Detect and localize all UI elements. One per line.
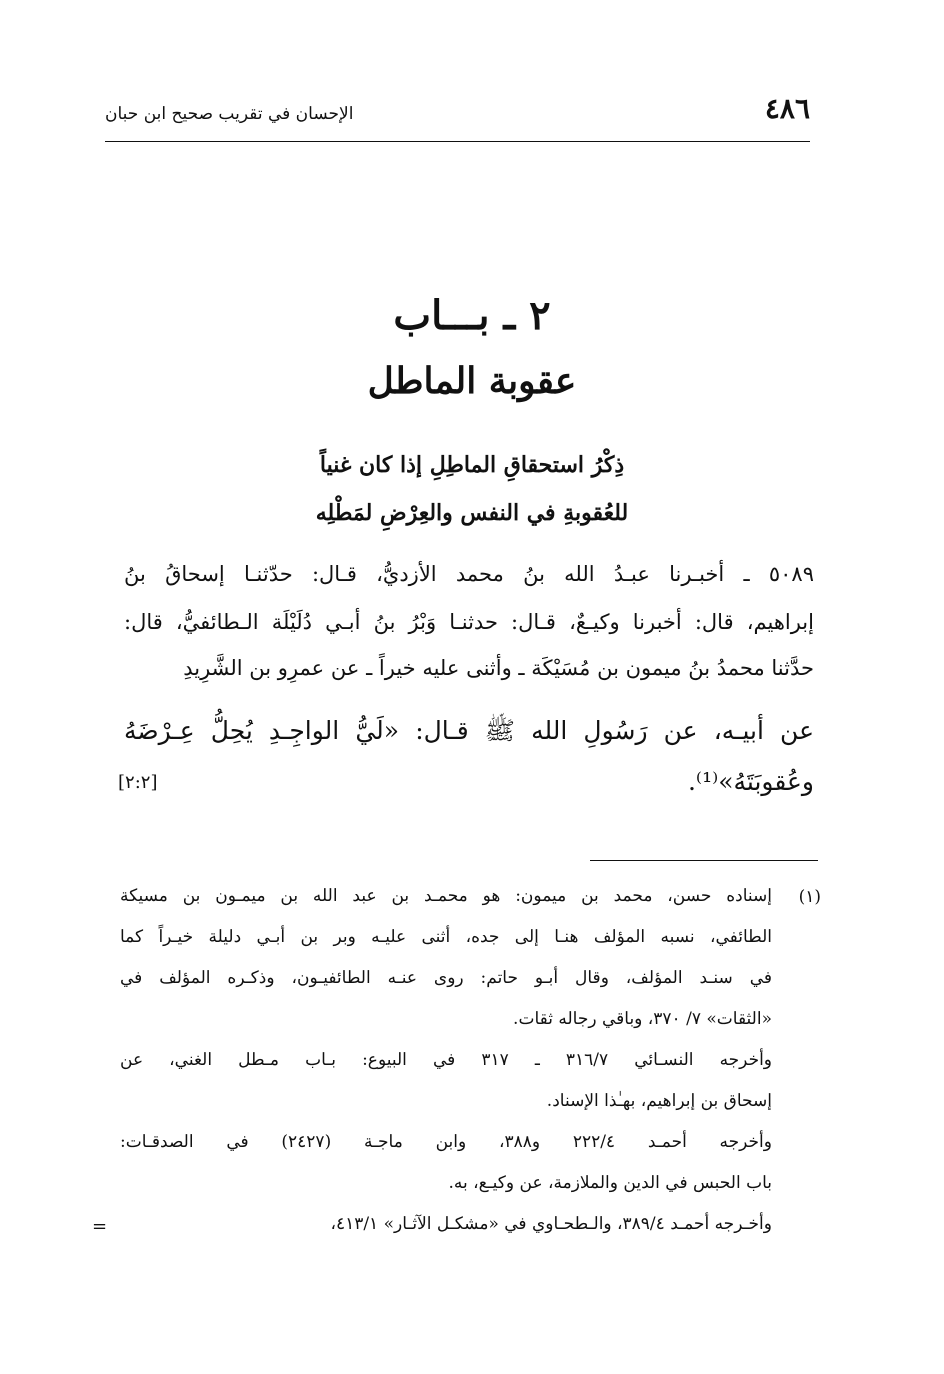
- footnote-line: في سنـد المؤلف، وقال أبـو حاتم: روى عنـه الطائفيـون، وذكـره المؤلف في: [120, 968, 772, 988]
- footnote-line: إسناده حسن، محمد بن ميمون: هو محمـد بن عبد الله بن ميمـون بن مسيكة: [120, 886, 772, 906]
- chapter-number: ٢ ـ بـــاب: [393, 292, 551, 339]
- footnote-line: وأخرجه النسـائي ٣١٦/٧ ـ ٣١٧ في البيوع: بـاب مـطل الغني، عن: [120, 1050, 773, 1070]
- header-rule: [105, 141, 810, 142]
- matn-line: وعُقوبَتَهُ»⁽¹⁾.: [687, 767, 814, 796]
- footnote-separator: [590, 860, 818, 861]
- isnad-line: حدَّثنا محمدُ بنُ ميمون بن مُسَيْكَة ـ وأثنى عليه خيراً ـ عن عمرِو بن الشَّرِيدِ: [183, 656, 814, 680]
- page-number: ٤٨٦: [764, 92, 810, 125]
- isnad-line: ٥٠٨٩ ـ أخبـرنا عبـدُ الله بنُ محمد الأزديُّ، قـال: حدّثنـا إسحاقُ بنُ: [124, 562, 814, 586]
- footnote-line: وأخرجه أحمـد ٢٢٢/٤ و٣٨٨، وابن ماجـة (٢٤٢٧) في الصدقـات:: [120, 1132, 772, 1152]
- page-header: [105, 92, 810, 142]
- continuation-mark: =: [92, 1216, 108, 1237]
- section-heading-line: ذِكْرُ استحقاقِ الماطِلِ إذا كان غنياً: [319, 452, 625, 478]
- chapter-title: عقوبة الماطل: [367, 360, 577, 402]
- isnad-line: إبراهيم، قال: أخبرنا وكيـعٌ، قـال: حدثنـا وَبْرُ بنُ أبـي دُلَيْلَة الـطائفيُّ، قال:: [124, 610, 814, 634]
- footnote-line: الطائفي، نسبه المؤلف هنـا إلى جده، أثنى عليـه وبر بن أبـي دليلة خيـراً كما: [120, 927, 772, 947]
- footnote-line: وأخـرجه أحمـد ٣٨٩/٤، والـطحـاوي في «مشكـل الآثـار» ٤١٣/١،: [330, 1214, 772, 1234]
- footnote-marker: (١): [798, 887, 821, 907]
- hadith-reference: [٢:٢]: [118, 772, 158, 793]
- matn-line: عن أبيـه، عن رَسُولِ الله ﷺ قـال: «لَيُّ الواجِـدِ يُحِلُّ عِـرْضَهُ: [124, 716, 814, 745]
- section-heading-line: للعُقوبةِ في النفس والعِرْضِ لمَطْلِه: [315, 500, 629, 526]
- footnote-line: باب الحبس في الدين والملازمة، عن وكيـع، به.: [448, 1173, 772, 1193]
- running-title: الإحسان في تقريب صحيح ابن حبان: [105, 104, 354, 124]
- footnote-line: «الثقات» ٧/ ٣٧٠، وباقي رجاله ثقات.: [513, 1009, 772, 1029]
- footnote-line: إسحاق بن إبراهيم، بهـٰذا الإسناد.: [546, 1091, 772, 1111]
